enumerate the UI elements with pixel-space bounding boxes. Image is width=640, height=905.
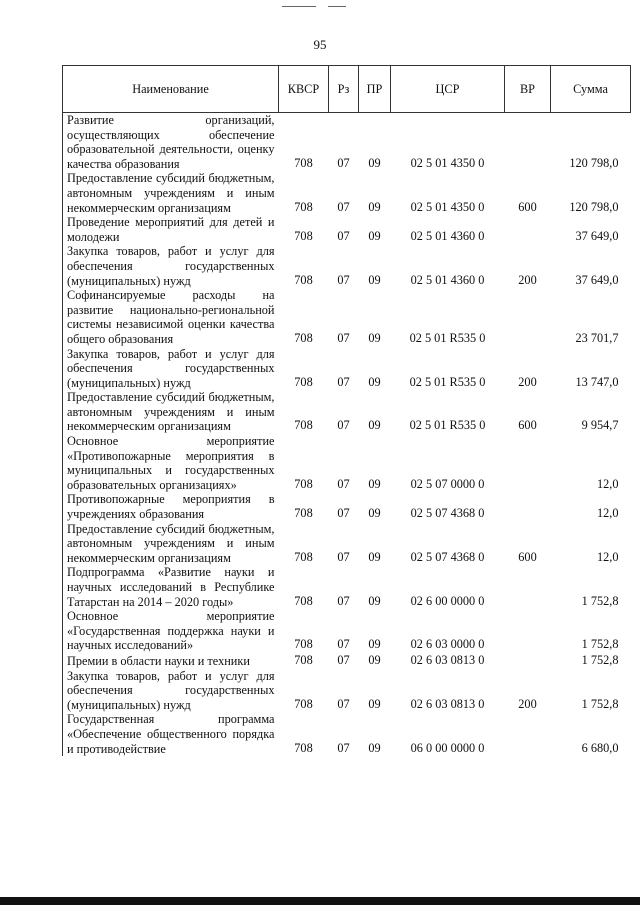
- table-row: [63, 215, 631, 244]
- cell-rz: 07: [337, 549, 350, 564]
- cell-rz: 07: [337, 418, 350, 433]
- scan-mark: [328, 6, 346, 7]
- cell-pr: 09: [368, 418, 381, 433]
- cell-vr: [505, 712, 551, 756]
- table-body: [63, 113, 631, 757]
- cell-sum: 13 747,0: [575, 374, 619, 389]
- cell-sum: 120 798,0: [569, 199, 619, 214]
- cell-name: Премии в области науки и техники: [63, 653, 279, 669]
- cell-csr: 02 5 01 4360 0: [410, 272, 485, 287]
- cell-kvsr: 708: [294, 374, 313, 389]
- cell-sum: 1 752,8: [581, 652, 619, 667]
- cell-kvsr: 708: [294, 593, 313, 608]
- cell-csr: 02 6 00 0000 0: [410, 593, 485, 608]
- header-rz: Рз: [329, 66, 359, 113]
- cell-name: Предоставление субсидий бюджетным, автономным учреждениям и иным некоммерческим организациям: [63, 390, 279, 434]
- cell-sum: 12,0: [596, 506, 619, 521]
- table-row: [63, 565, 631, 609]
- cell-pr: 09: [368, 374, 381, 389]
- cell-name: Закупка товаров, работ и услуг для обеспечения государственных (муниципальных) нужд: [63, 244, 279, 288]
- cell-name: Основное мероприятие «Противопожарные мероприятия в муниципальных и государственных образовательных организациях»: [63, 434, 279, 492]
- table-row: [63, 288, 631, 346]
- cell-kvsr: 708: [294, 652, 313, 667]
- cell-kvsr: 708: [294, 506, 313, 521]
- table-row: [63, 347, 631, 391]
- cell-rz: 07: [337, 199, 350, 214]
- cell-csr: 02 5 01 R535 0: [409, 330, 486, 345]
- cell-name: Подпрограмма «Развитие науки и научных исследований в Республике Татарстан на 2014 – 2020 годы»: [63, 565, 279, 609]
- header-sum: Сумма: [551, 66, 631, 113]
- cell-vr: [505, 565, 551, 609]
- cell-vr: 200: [518, 696, 537, 711]
- table-row: [63, 669, 631, 713]
- cell-csr: 02 5 01 4360 0: [410, 228, 485, 243]
- cell-kvsr: 708: [294, 549, 313, 564]
- table-row: [63, 609, 631, 653]
- cell-kvsr: 708: [294, 272, 313, 287]
- cell-vr: [505, 113, 551, 172]
- cell-name: Софинансируемые расходы на развитие национально-региональной системы независимой оценки качества общего образования: [63, 288, 279, 346]
- cell-vr: [505, 609, 551, 653]
- cell-csr: 02 5 01 R535 0: [409, 374, 486, 389]
- cell-name: Развитие организаций, осуществляющих обеспечение образовательной деятельности, оценку качества образования: [63, 113, 279, 172]
- cell-sum: 12,0: [596, 549, 619, 564]
- cell-kvsr: 708: [294, 199, 313, 214]
- cell-vr: 600: [518, 199, 537, 214]
- table-row: [63, 653, 631, 669]
- cell-pr: 09: [368, 330, 381, 345]
- cell-pr: 09: [368, 549, 381, 564]
- cell-sum: 37 649,0: [575, 272, 619, 287]
- cell-csr: 02 6 03 0000 0: [410, 637, 485, 652]
- cell-csr: 02 5 01 R535 0: [409, 418, 486, 433]
- cell-rz: 07: [337, 374, 350, 389]
- cell-rz: 07: [337, 228, 350, 243]
- cell-rz: 07: [337, 696, 350, 711]
- cell-vr: 600: [518, 418, 537, 433]
- cell-pr: 09: [368, 155, 381, 170]
- cell-kvsr: 708: [294, 228, 313, 243]
- cell-name: Предоставление субсидий бюджетным, автономным учреждениям и иным некоммерческим организациям: [63, 522, 279, 566]
- cell-pr: 09: [368, 740, 381, 755]
- cell-sum: 1 752,8: [581, 696, 619, 711]
- cell-sum: 1 752,8: [581, 637, 619, 652]
- cell-pr: 09: [368, 272, 381, 287]
- cell-name: Предоставление субсидий бюджетным, автономным учреждениям и иным некоммерческим организациям: [63, 171, 279, 215]
- cell-name: Основное мероприятие «Государственная поддержка науки и научных исследований»: [63, 609, 279, 653]
- page-number: 95: [313, 37, 327, 52]
- cell-name: Проведение мероприятий для детей и молодежи: [63, 215, 279, 244]
- cell-kvsr: 708: [294, 696, 313, 711]
- cell-vr: [505, 215, 551, 244]
- table-row: [63, 522, 631, 566]
- cell-name: Закупка товаров, работ и услуг для обеспечения государственных (муниципальных) нужд: [63, 669, 279, 713]
- header-pr: ПР: [359, 66, 391, 113]
- budget-table: [62, 65, 631, 756]
- cell-vr: 200: [518, 272, 537, 287]
- header-kvsr: КВСР: [279, 66, 329, 113]
- cell-pr: 09: [368, 652, 381, 667]
- cell-rz: 07: [337, 593, 350, 608]
- cell-csr: 02 5 07 0000 0: [410, 476, 485, 491]
- cell-pr: 09: [368, 199, 381, 214]
- table-row: [63, 434, 631, 492]
- cell-vr: [505, 288, 551, 346]
- cell-pr: 09: [368, 593, 381, 608]
- cell-csr: 02 5 01 4350 0: [410, 155, 485, 170]
- cell-kvsr: 708: [294, 476, 313, 491]
- cell-rz: 07: [337, 272, 350, 287]
- table-row: [63, 113, 631, 172]
- table-header: [63, 66, 631, 113]
- cell-csr: 02 5 01 4350 0: [410, 199, 485, 214]
- header-vr: ВР: [505, 66, 551, 113]
- cell-pr: 09: [368, 506, 381, 521]
- cell-sum: 1 752,8: [581, 593, 619, 608]
- cell-pr: 09: [368, 696, 381, 711]
- cell-sum: 37 649,0: [575, 228, 619, 243]
- table-row: [63, 171, 631, 215]
- table-row: [63, 492, 631, 521]
- cell-sum: 23 701,7: [575, 330, 619, 345]
- cell-vr: [505, 434, 551, 492]
- cell-rz: 07: [337, 506, 350, 521]
- cell-sum: 12,0: [596, 476, 619, 491]
- cell-vr: [505, 653, 551, 669]
- cell-sum: 9 954,7: [581, 418, 619, 433]
- cell-pr: 09: [368, 476, 381, 491]
- scan-border: [0, 897, 640, 905]
- cell-rz: 07: [337, 155, 350, 170]
- cell-vr: 600: [518, 549, 537, 564]
- cell-csr: 02 5 07 4368 0: [410, 549, 485, 564]
- cell-rz: 07: [337, 740, 350, 755]
- cell-csr: 02 6 03 0813 0: [410, 696, 485, 711]
- cell-name: Закупка товаров, работ и услуг для обеспечения государственных (муниципальных) нужд: [63, 347, 279, 391]
- cell-vr: 200: [518, 374, 537, 389]
- cell-pr: 09: [368, 637, 381, 652]
- cell-csr: 06 0 00 0000 0: [410, 740, 485, 755]
- scan-mark: [282, 6, 316, 7]
- table-row: [63, 712, 631, 756]
- cell-kvsr: 708: [294, 418, 313, 433]
- cell-rz: 07: [337, 652, 350, 667]
- cell-name: Противопожарные мероприятия в учреждениях образования: [63, 492, 279, 521]
- cell-sum: 6 680,0: [581, 740, 619, 755]
- cell-kvsr: 708: [294, 330, 313, 345]
- cell-rz: 07: [337, 476, 350, 491]
- cell-kvsr: 708: [294, 740, 313, 755]
- header-csr: ЦСР: [391, 66, 505, 113]
- cell-vr: [505, 492, 551, 521]
- cell-pr: 09: [368, 228, 381, 243]
- cell-csr: 02 5 07 4368 0: [410, 506, 485, 521]
- cell-kvsr: 708: [294, 155, 313, 170]
- cell-sum: 120 798,0: [569, 155, 619, 170]
- cell-rz: 07: [337, 637, 350, 652]
- cell-csr: 02 6 03 0813 0: [410, 652, 485, 667]
- cell-kvsr: 708: [294, 637, 313, 652]
- header-name: Наименование: [63, 66, 279, 113]
- cell-name: Государственная программа «Обеспечение общественного порядка и противодействие: [63, 712, 279, 756]
- cell-rz: 07: [337, 330, 350, 345]
- table-row: [63, 244, 631, 288]
- table-row: [63, 390, 631, 434]
